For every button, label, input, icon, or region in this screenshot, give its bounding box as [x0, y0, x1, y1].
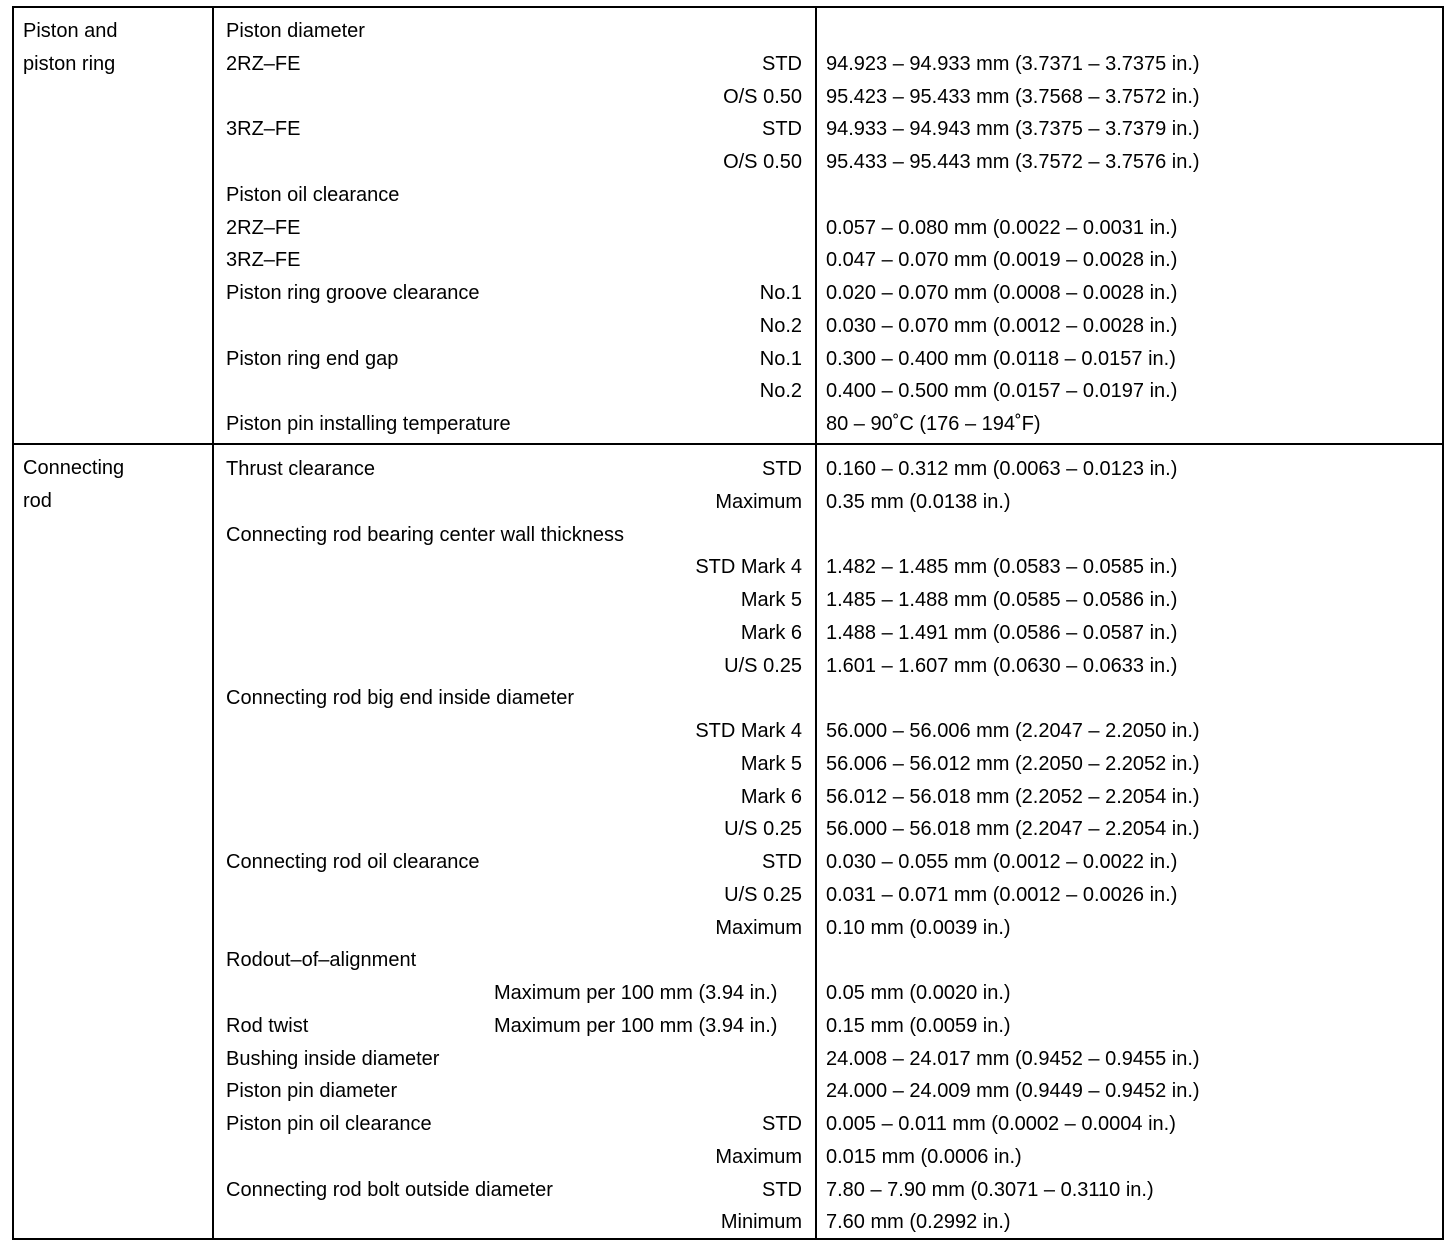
spec-label: 3RZ–FE — [226, 118, 301, 141]
spec-value: 0.030 – 0.055 mm (0.0012 – 0.0022 in.) — [826, 851, 1178, 873]
spec-value: 0.05 mm (0.0020 in.) — [826, 982, 1011, 1004]
spec-label: Piston pin diameter — [226, 1080, 398, 1103]
spec-label: Connecting rod bearing center wall thickness — [226, 523, 624, 546]
spec-row — [14, 1174, 1442, 1207]
spec-condition: STD — [762, 118, 802, 141]
spec-row — [14, 212, 1442, 245]
spec-label: Piston ring end gap — [226, 347, 399, 370]
spec-row — [14, 48, 1442, 81]
spec-value: 94.933 – 94.943 mm (3.7375 – 3.7379 in.) — [826, 118, 1200, 141]
spec-value: 1.485 – 1.488 mm (0.0585 – 0.0586 in.) — [826, 589, 1178, 611]
spec-row — [14, 1141, 1442, 1174]
spec-label: 2RZ–FE — [226, 52, 301, 75]
spec-row — [14, 1075, 1442, 1108]
spec-label: 3RZ–FE — [226, 249, 301, 272]
spec-condition: STD — [762, 1178, 802, 1201]
spec-value: 0.35 mm (0.0138 in.) — [826, 490, 1011, 513]
spec-row — [14, 715, 1442, 748]
spec-condition: No.2 — [759, 314, 802, 337]
spec-row — [14, 310, 1442, 343]
spec-label: Piston pin oil clearance — [226, 1113, 432, 1135]
spec-row — [14, 146, 1442, 179]
spec-label: Connecting rod bolt outside diameter — [226, 1178, 553, 1201]
spec-label: Connecting rod big end inside diameter — [226, 687, 574, 710]
spec-row — [14, 748, 1442, 781]
spec-row — [14, 1010, 1442, 1043]
spec-condition-detail: Maximum per 100 mm (3.94 in.) — [494, 1014, 778, 1037]
spec-value: 24.008 – 24.017 mm (0.9452 – 0.9455 in.) — [826, 1047, 1200, 1070]
spec-row — [14, 113, 1442, 146]
spec-row — [14, 277, 1442, 310]
spec-row — [14, 650, 1442, 683]
category-line: Connecting — [23, 457, 125, 479]
spec-condition: Maximum — [715, 1145, 802, 1168]
spec-value: 0.400 – 0.500 mm (0.0157 – 0.0197 in.) — [826, 380, 1178, 403]
spec-value: 1.601 – 1.607 mm (0.0630 – 0.0633 in.) — [826, 654, 1178, 677]
spec-value: 56.000 – 56.006 mm (2.2047 – 2.2050 in.) — [826, 720, 1200, 742]
spec-condition: STD Mark 4 — [695, 556, 802, 579]
spec-condition: Mark 6 — [740, 785, 802, 808]
spec-label: Piston oil clearance — [226, 183, 400, 206]
spec-row — [14, 81, 1442, 114]
spec-row — [14, 343, 1442, 376]
spec-value: 0.160 – 0.312 mm (0.0063 – 0.0123 in.) — [826, 458, 1178, 480]
category-line: piston ring — [23, 53, 116, 75]
spec-row — [14, 486, 1442, 519]
spec-condition: STD — [762, 52, 802, 75]
spec-value: 0.030 – 0.070 mm (0.0012 – 0.0028 in.) — [826, 314, 1178, 337]
spec-label: Rod twist — [226, 1014, 309, 1037]
spec-condition: No.1 — [759, 282, 802, 304]
spec-condition: STD — [762, 458, 802, 480]
spec-value: 0.015 mm (0.0006 in.) — [826, 1145, 1022, 1168]
spec-label: Connecting rod oil clearance — [226, 851, 480, 873]
spec-condition: No.2 — [759, 380, 802, 403]
spec-value: 0.300 – 0.400 mm (0.0118 – 0.0157 in.) — [826, 347, 1176, 370]
spec-label: Piston ring groove clearance — [226, 282, 480, 304]
spec-condition: O/S 0.50 — [723, 151, 802, 173]
spec-row — [14, 617, 1442, 650]
spec-row — [14, 1206, 1442, 1239]
spec-row — [14, 813, 1442, 846]
spec-value: 0.047 – 0.070 mm (0.0019 – 0.0028 in.) — [826, 249, 1178, 272]
spec-row — [14, 584, 1442, 617]
spec-row — [14, 977, 1442, 1010]
spec-condition: STD — [762, 851, 802, 873]
spec-value: 56.012 – 56.018 mm (2.2052 – 2.2054 in.) — [826, 785, 1200, 808]
spec-condition: Mark 5 — [740, 752, 802, 775]
spec-value: 0.020 – 0.070 mm (0.0008 – 0.0028 in.) — [826, 282, 1178, 304]
spec-value: 0.031 – 0.071 mm (0.0012 – 0.0026 in.) — [826, 883, 1178, 906]
section-divider — [12, 443, 1444, 445]
spec-value: 7.80 – 7.90 mm (0.3071 – 0.3110 in.) — [826, 1178, 1154, 1201]
spec-value: 0.15 mm (0.0059 in.) — [826, 1014, 1011, 1037]
spec-value: 0.10 mm (0.0039 in.) — [826, 916, 1011, 939]
spec-row — [14, 15, 1442, 48]
spec-value: 80 – 90˚C (176 – 194˚F) — [826, 413, 1041, 435]
spec-condition: U/S 0.25 — [724, 883, 802, 906]
category-line: rod — [23, 490, 52, 512]
spec-condition: U/S 0.25 — [724, 818, 802, 841]
spec-condition: No.1 — [759, 347, 802, 370]
spec-label: Bushing inside diameter — [226, 1047, 440, 1070]
spec-value: 95.423 – 95.433 mm (3.7568 – 3.7572 in.) — [826, 85, 1200, 108]
spec-row — [14, 453, 1442, 486]
spec-value: 1.482 – 1.485 mm (0.0583 – 0.0585 in.) — [826, 556, 1178, 579]
spec-condition: Mark 5 — [740, 589, 802, 611]
spec-row — [14, 944, 1442, 977]
spec-label: 2RZ–FE — [226, 216, 301, 239]
spec-value: 7.60 mm (0.2992 in.) — [826, 1211, 1011, 1234]
spec-row — [14, 551, 1442, 584]
spec-value: 56.006 – 56.012 mm (2.2050 – 2.2052 in.) — [826, 752, 1200, 775]
spec-row — [14, 846, 1442, 879]
spec-row — [14, 179, 1442, 212]
spec-value: 56.000 – 56.018 mm (2.2047 – 2.2054 in.) — [826, 818, 1200, 841]
spec-condition: Maximum — [715, 916, 802, 939]
spec-row — [14, 519, 1442, 552]
spec-condition: STD Mark 4 — [695, 720, 802, 742]
spec-condition: Minimum — [720, 1211, 802, 1234]
spec-value: 0.057 – 0.080 mm (0.0022 – 0.0031 in.) — [826, 216, 1178, 239]
spec-row — [14, 879, 1442, 912]
spec-row — [14, 375, 1442, 408]
spec-value: 0.005 – 0.011 mm (0.0002 – 0.0004 in.) — [826, 1113, 1176, 1135]
spec-condition: O/S 0.50 — [723, 85, 802, 108]
spec-row — [14, 408, 1442, 441]
spec-label: Piston pin installing temperature — [226, 413, 511, 435]
spec-value: 1.488 – 1.491 mm (0.0586 – 0.0587 in.) — [826, 621, 1178, 644]
spec-label: Rodout–of–alignment — [226, 949, 417, 972]
spec-condition-detail: Maximum per 100 mm (3.94 in.) — [494, 982, 778, 1004]
spec-row — [14, 912, 1442, 945]
spec-condition: STD — [762, 1113, 802, 1135]
spec-row — [14, 244, 1442, 277]
spec-condition: Maximum — [715, 490, 802, 513]
spec-value: 94.923 – 94.933 mm (3.7371 – 3.7375 in.) — [826, 52, 1200, 75]
category-line: Piston and — [23, 20, 118, 42]
spec-label: Thrust clearance — [226, 458, 375, 480]
spec-row — [14, 781, 1442, 814]
spec-value: 24.000 – 24.009 mm (0.9449 – 0.9452 in.) — [826, 1080, 1200, 1103]
spec-row — [14, 1108, 1442, 1141]
spec-value: 95.433 – 95.443 mm (3.7572 – 3.7576 in.) — [826, 151, 1200, 173]
spec-row — [14, 682, 1442, 715]
spec-label: Piston diameter — [226, 20, 365, 42]
spec-condition: Mark 6 — [740, 621, 802, 644]
spec-condition: U/S 0.25 — [724, 654, 802, 677]
spec-row — [14, 1043, 1442, 1076]
